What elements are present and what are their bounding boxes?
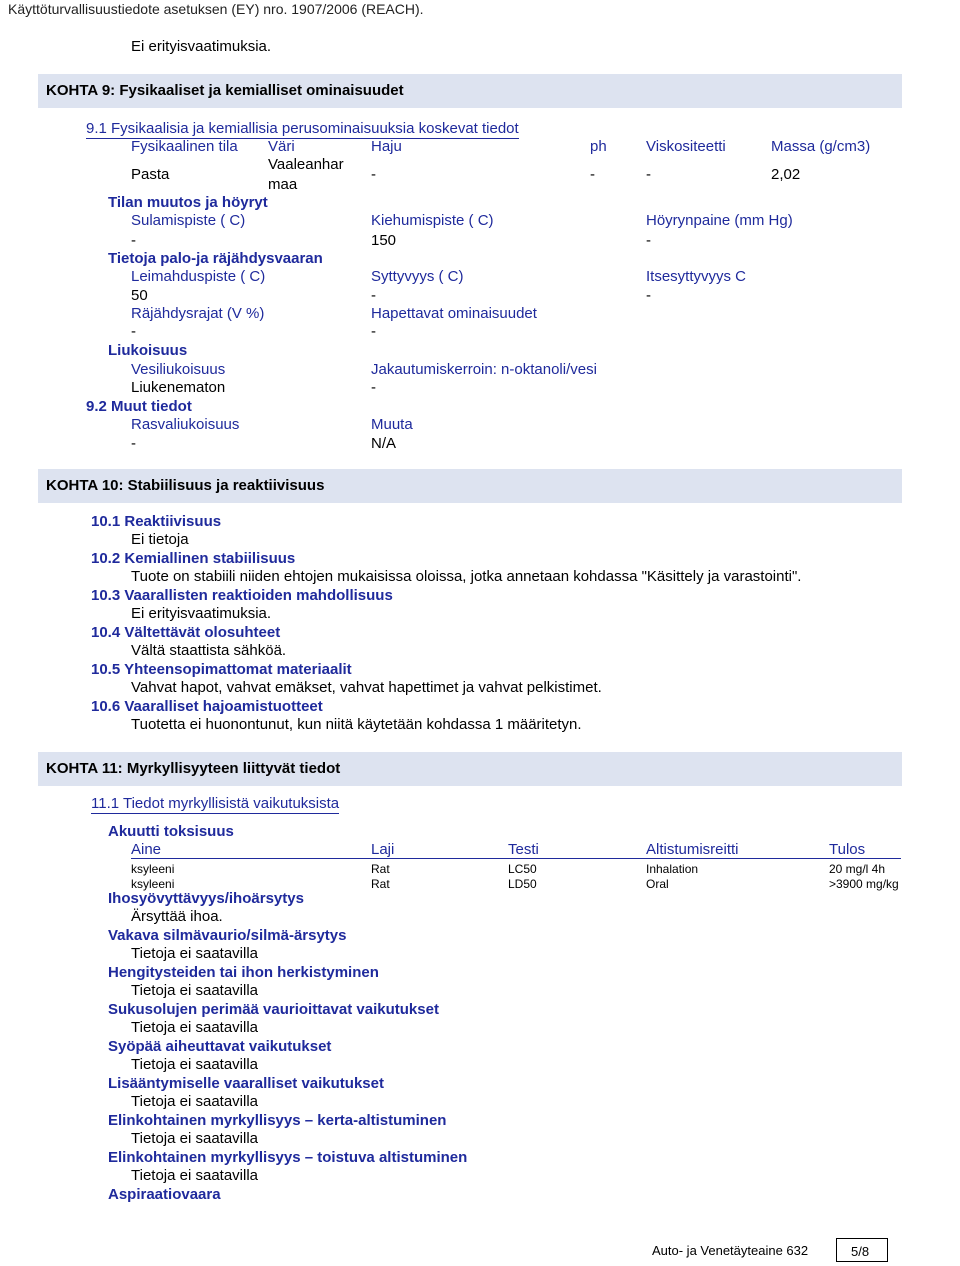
value-other: N/A — [371, 435, 397, 452]
label-vapor-pressure: Höyrynpaine (mm Hg) — [646, 212, 793, 229]
subsection-10-4-title: 10.4 Vältettävät olosuhteet — [91, 624, 281, 641]
value-oxidizing: - — [371, 323, 376, 340]
value-partition-coefficient: - — [371, 379, 376, 396]
label-other: Muuta — [371, 416, 413, 433]
acute-header-species: Laji — [371, 841, 395, 858]
label-flammability: Syttyvyys ( C) — [371, 268, 464, 285]
document-header: Käyttöturvallisuustiedote asetuksen (EY) nro. 1907/2006 (REACH). — [8, 1, 424, 17]
label-boiling-point: Kiehumispiste ( C) — [371, 212, 494, 229]
value-flammability: - — [371, 287, 376, 304]
value-flash-point: 50 — [131, 287, 148, 304]
footer-product-name: Auto- ja Venetäyteaine 632 — [652, 1243, 809, 1258]
section-10-title: KOHTA 10: Stabiilisuus ja reaktiivisuus — [46, 477, 325, 494]
subsection-10-1-text: Ei tietoja — [131, 531, 189, 548]
effect-mutagenicity-text: Tietoja ei saatavilla — [131, 1019, 259, 1036]
acute-row-1-result: 20 mg/l 4h — [829, 862, 886, 876]
value-fat-solubility: - — [131, 435, 136, 452]
label-autoignition: Itsesyttyvyys C — [646, 268, 747, 285]
effect-eye-text: Tietoja ei saatavilla — [131, 945, 259, 962]
subsection-10-5-title: 10.5 Yhteensopimattomat materiaalit — [91, 661, 352, 678]
col-header-density: Massa (g/cm3) — [771, 138, 871, 155]
acute-row-2-route: Oral — [646, 877, 669, 891]
subsection-11-1-title: 11.1 Tiedot myrkyllisistä vaikutuksista — [91, 795, 340, 812]
acute-row-2-test: LD50 — [508, 877, 537, 891]
acute-header-route: Altistumisreitti — [646, 841, 739, 858]
col-header-viscosity: Viskositeetti — [646, 138, 726, 155]
col-header-physical-state: Fysikaalinen tila — [131, 138, 238, 155]
value-boiling-point: 150 — [371, 232, 397, 249]
subsection-10-6-text: Tuotetta ei huonontunut, kun niitä käytetään kohdassa 1 määritetyn. — [131, 716, 582, 733]
acute-header-result: Tulos — [829, 841, 866, 858]
subsection-10-6-title: 10.6 Vaaralliset hajoamistuotteet — [91, 698, 323, 715]
acute-header-test: Testi — [508, 841, 539, 858]
subsection-9-1-title: 9.1 Fysikaalisia ja kemiallisia perusominaisuuksia koskevat tiedot — [86, 120, 519, 137]
effect-reproductive-title: Lisääntymiselle vaaralliset vaikutukset — [108, 1075, 384, 1092]
col-header-ph: ph — [590, 138, 607, 155]
value-odor: - — [371, 166, 376, 183]
section-10-header — [38, 469, 902, 503]
acute-row-2-result: >3900 mg/kg — [829, 877, 899, 891]
acute-row-2-species: Rat — [371, 877, 390, 891]
subsection-10-5-text: Vahvat hapot, vahvat emäkset, vahvat hapettimet ja vahvat pelkistimet. — [131, 679, 602, 696]
value-viscosity: - — [646, 166, 651, 183]
effect-stot-single-text: Tietoja ei saatavilla — [131, 1130, 259, 1147]
value-color-line1: Vaaleanhar — [268, 156, 344, 173]
effect-mutagenicity-title: Sukusolujen perimää vaurioittavat vaikutukset — [108, 1001, 439, 1018]
subsection-10-1-title: 10.1 Reaktiivisuus — [91, 513, 222, 530]
effect-sensitization-title: Hengitysteiden tai ihon herkistyminen — [108, 964, 379, 981]
effect-stot-single-title: Elinkohtainen myrkyllisyys – kerta-altistuminen — [108, 1112, 447, 1129]
subsection-9-2-title: 9.2 Muut tiedot — [86, 398, 192, 415]
acute-header-underline — [131, 858, 901, 859]
label-fat-solubility: Rasvaliukoisuus — [131, 416, 240, 433]
fire-explosion-title: Tietoja palo-ja räjähdysvaaran — [108, 250, 323, 267]
subsection-10-2-text: Tuote on stabiili niiden ehtojen mukaisissa oloissa, jotka annetaan kohdassa "Käsittely ja varastointi". — [131, 568, 802, 585]
page-number: 5/8 — [851, 1244, 870, 1259]
value-ph: - — [590, 166, 595, 183]
subsection-10-3-text: Ei erityisvaatimuksia. — [131, 605, 272, 622]
subsection-10-2-title: 10.2 Kemiallinen stabiilisuus — [91, 550, 296, 567]
page-number-box — [836, 1238, 888, 1262]
label-explosion-limits: Räjähdysrajat (V %) — [131, 305, 265, 322]
value-melting-point: - — [131, 232, 136, 249]
section-11-title: KOHTA 11: Myrkyllisyyteen liittyvät tiedot — [46, 760, 341, 777]
label-melting-point: Sulamispiste ( C) — [131, 212, 246, 229]
phase-change-title: Tilan muutos ja höyryt — [108, 194, 268, 211]
effect-stot-repeated-text: Tietoja ei saatavilla — [131, 1167, 259, 1184]
col-header-color: Väri — [268, 138, 295, 155]
aspiration-hazard-title: Aspiraatiovaara — [108, 1186, 221, 1203]
effect-skin-title: Ihosyövyttävyys/ihoärsytys — [108, 890, 304, 907]
effect-carcinogenicity-text: Tietoja ei saatavilla — [131, 1056, 259, 1073]
effect-stot-repeated-title: Elinkohtainen myrkyllisyys – toistuva altistuminen — [108, 1149, 468, 1166]
label-water-solubility: Vesiliukoisuus — [131, 361, 226, 378]
acute-header-substance: Aine — [131, 841, 162, 858]
acute-row-1-route: Inhalation — [646, 862, 699, 876]
value-physical-state: Pasta — [131, 166, 170, 183]
section-9-header — [38, 74, 902, 108]
effect-sensitization-text: Tietoja ei saatavilla — [131, 982, 259, 999]
label-oxidizing: Hapettavat ominaisuudet — [371, 305, 537, 322]
value-color-line2: maa — [268, 176, 298, 193]
value-density: 2,02 — [771, 166, 801, 183]
acute-toxicity-title: Akuutti toksisuus — [108, 823, 234, 840]
value-water-solubility: Liukenematon — [131, 379, 226, 396]
value-vapor-pressure: - — [646, 232, 651, 249]
col-header-odor: Haju — [371, 138, 402, 155]
effect-carcinogenicity-title: Syöpää aiheuttavat vaikutukset — [108, 1038, 332, 1055]
acute-row-1-substance: ksyleeni — [131, 862, 175, 876]
subsection-10-4-text: Vältä staattista sähköä. — [131, 642, 287, 659]
label-partition-coefficient: Jakautumiskerroin: n-oktanoli/vesi — [371, 361, 597, 378]
solubility-title: Liukoisuus — [108, 342, 188, 359]
value-autoignition: - — [646, 287, 651, 304]
label-flash-point: Leimahduspiste ( C) — [131, 268, 266, 285]
value-explosion-limits: - — [131, 323, 136, 340]
intro-text: Ei erityisvaatimuksia. — [131, 38, 272, 55]
effect-skin-text: Ärsyttää ihoa. — [131, 908, 223, 925]
acute-row-1-test: LC50 — [508, 862, 537, 876]
acute-row-1-species: Rat — [371, 862, 390, 876]
effect-reproductive-text: Tietoja ei saatavilla — [131, 1093, 259, 1110]
acute-row-2-substance: ksyleeni — [131, 877, 175, 891]
subsection-10-3-title: 10.3 Vaarallisten reaktioiden mahdollisuus — [91, 587, 393, 604]
section-11-header — [38, 752, 902, 786]
effect-eye-title: Vakava silmävaurio/silmä-ärsytys — [108, 927, 347, 944]
section-9-title: KOHTA 9: Fysikaaliset ja kemialliset ominaisuudet — [46, 82, 404, 99]
